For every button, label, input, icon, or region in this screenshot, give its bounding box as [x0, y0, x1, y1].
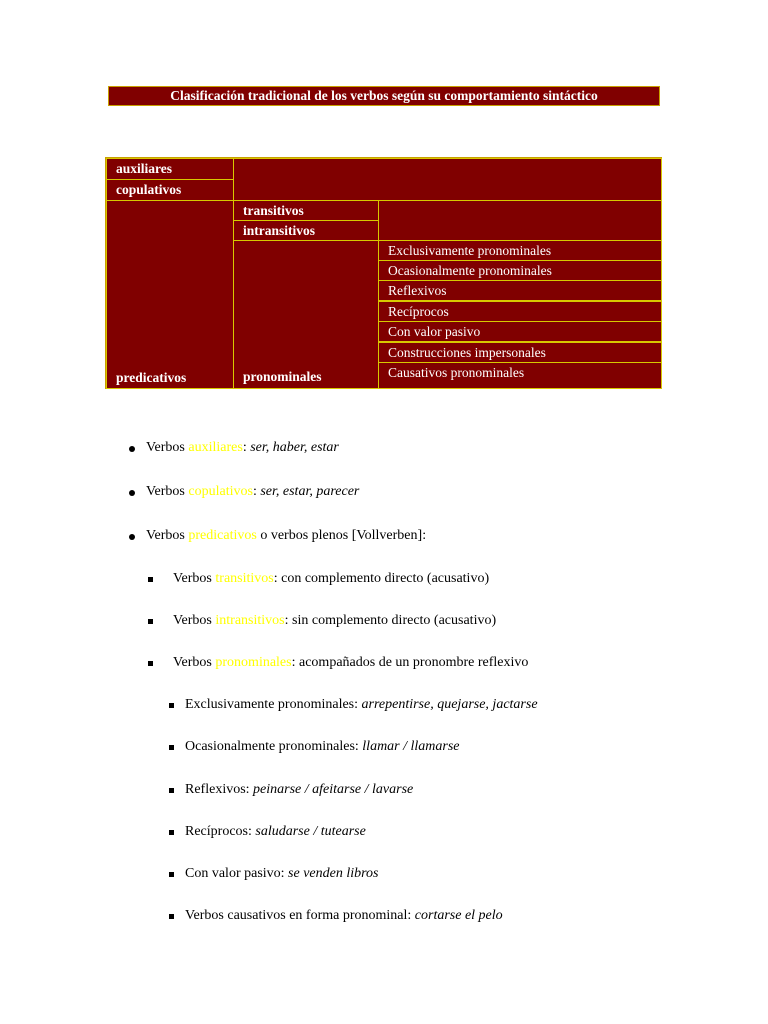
predicativos-label: predicativos	[116, 370, 187, 385]
bullet	[169, 872, 174, 877]
classification-table	[105, 157, 662, 389]
subtype-examples: saludarse / tutearse	[255, 824, 366, 839]
bullet	[169, 830, 174, 835]
cell-subtype: Con valor pasivo	[378, 321, 662, 342]
list-item-auxiliares	[146, 440, 339, 456]
item-rest: : acompañados de un pronombre reflexivo	[291, 655, 529, 670]
subtype-examples: llamar / llamarse	[362, 739, 460, 754]
cell-subtype: Exclusivamente pronominales	[378, 240, 662, 261]
subtype-examples: se venden libros	[288, 866, 379, 881]
cell-auxiliares: auxiliares	[106, 158, 234, 180]
list-item-predicativos	[146, 528, 426, 544]
term-predicativos: predicativos	[188, 528, 257, 543]
cell-empty-mid	[378, 200, 662, 241]
subtype-label: Ocasionalmente pronominales:	[185, 739, 363, 754]
bullet	[129, 534, 135, 540]
item-prefix: Verbos	[173, 571, 216, 586]
subtype-label: Recíprocos:	[185, 824, 256, 839]
cell-subtype: Construcciones impersonales	[378, 342, 662, 363]
subtype-label: Con valor pasivo:	[185, 866, 289, 881]
subtype-examples: arrepentirse, quejarse, jactarse	[361, 697, 538, 712]
subtype-label: Exclusivamente pronominales:	[185, 697, 362, 712]
item-rest: : sin complemento directo (acusativo)	[284, 613, 497, 628]
list-item-pronominales	[173, 655, 528, 671]
term-auxiliares: auxiliares	[188, 440, 243, 455]
item-sep: :	[242, 440, 251, 455]
pronominales-label: pronominales	[243, 369, 322, 384]
subtype-label: Reflexivos:	[185, 782, 254, 797]
item-prefix: Verbos	[173, 613, 216, 628]
cell-subtype: Recíprocos	[378, 301, 662, 322]
item-examples: ser, estar, parecer	[260, 484, 360, 499]
bullet	[129, 490, 135, 496]
bullet	[169, 745, 174, 750]
list-item-subtype	[185, 697, 538, 713]
bullet	[148, 619, 153, 624]
term-intransitivos: intransitivos	[215, 613, 285, 628]
cell-subtype: Causativos pronominales	[378, 362, 662, 389]
list-item-intransitivos	[173, 613, 496, 629]
subtype-examples: peinarse / afeitarse / lavarse	[253, 782, 414, 797]
bullet	[169, 914, 174, 919]
item-sep: :	[252, 484, 261, 499]
bullet	[148, 661, 153, 666]
subtype-examples: cortarse el pelo	[414, 908, 503, 923]
subtype-label: Verbos causativos en forma pronominal:	[185, 908, 415, 923]
term-copulativos: copulativos	[188, 484, 253, 499]
bullet	[129, 446, 135, 452]
item-prefix: Verbos	[173, 655, 216, 670]
item-examples: ser, haber, estar	[250, 440, 339, 455]
cell-pronominales	[233, 240, 379, 389]
term-transitivos: transitivos	[215, 571, 274, 586]
bullet	[169, 788, 174, 793]
bullet	[169, 703, 174, 708]
list-item-subtype	[185, 782, 413, 798]
item-rest: o verbos plenos [Vollverben]:	[256, 528, 427, 543]
cell-predicativos	[106, 200, 234, 389]
cell-intransitivos: intransitivos	[233, 220, 379, 241]
cell-transitivos: transitivos	[233, 200, 379, 221]
item-rest: : con complemento directo (acusativo)	[273, 571, 490, 586]
cell-copulativos: copulativos	[106, 179, 234, 201]
term-pronominales: pronominales	[215, 655, 292, 670]
cell-subtype: Ocasionalmente pronominales	[378, 260, 662, 281]
cell-subtype: Reflexivos	[378, 280, 662, 301]
list-item-copulativos	[146, 484, 359, 500]
table-title: Clasificación tradicional de los verbos según su comportamiento sintáctico	[108, 86, 660, 106]
list-item-subtype	[185, 824, 366, 840]
bullet	[148, 577, 153, 582]
list-item-subtype	[185, 908, 503, 924]
list-item-subtype	[185, 739, 460, 755]
item-prefix: Verbos	[146, 484, 189, 499]
cell-empty-top	[233, 158, 662, 201]
list-item-subtype	[185, 866, 379, 882]
item-prefix: Verbos	[146, 440, 189, 455]
item-prefix: Verbos	[146, 528, 189, 543]
list-item-transitivos	[173, 571, 489, 587]
